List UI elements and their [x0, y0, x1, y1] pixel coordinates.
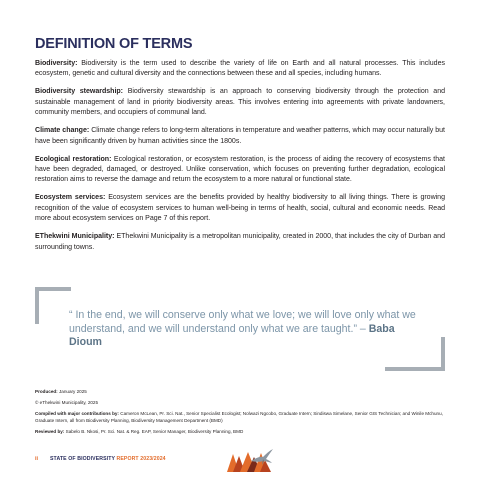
credit-value: Sabelo B. Nkosi, Pr. Sci. Nat. & Reg. EAP, Senior Manager, Biodiversity Planning, BMD — [65, 428, 244, 434]
credits — [35, 389, 455, 440]
page-number: ii — [35, 456, 39, 462]
credit-value: Cameron McLean, Pr. Sci. Nat., Senior Specialist Ecologist; Nolwazi Ngcobo, Graduate Intern; Sindiswa Simelane, Senior GIS Technician; and Winile Mchunu, Graduate Intern, all from Biodiversity Planning, Biodiversity Management Department (BMD) — [35, 411, 443, 423]
definition-term: Ecosystem services: — [35, 194, 106, 202]
quote-author: Baba Dioum — [69, 322, 395, 349]
definition-text: Biodiversity stewardship is an approach to conserving biodiversity through the protection and sustainable management of land in priority biodiversity areas. This involves entering into agreements with private landowners, community members, and occupiers of communal land. — [35, 88, 445, 117]
definition-item — [35, 87, 445, 118]
definition-item — [35, 232, 445, 253]
credit-copyright: © eThekwini Municipality, 2025 — [35, 400, 99, 406]
definition-text: Ecosystem services are the benefits provided by healthy biodiversity to all living things. There is growing recognition of the value of ecosystem services to human well-being in terms of health, social, cultural and economic needs. Read more about ecosystem services on Page 7 of this report. — [35, 194, 445, 223]
credit-reviewed — [35, 429, 455, 435]
definition-term: Biodiversity: — [35, 60, 78, 67]
definition-item — [35, 59, 445, 80]
eagle-icon — [250, 447, 274, 469]
quote-bracket-bottom-right — [385, 367, 445, 371]
credit-compiled — [35, 411, 455, 423]
footer-title-accent: REPORT 2023/2024 — [116, 456, 166, 462]
credit-produced — [35, 389, 455, 395]
quote-body: “ In the end, we will conserve only what we love; we will love only what we understand, and we will understand only what we are taught.” – — [69, 309, 416, 335]
credit-value: January 2025 — [59, 389, 87, 394]
quote-bracket-top-left — [35, 287, 71, 291]
definition-text: Climate change refers to long-term alterations in temperature and weather patterns, which may occur naturally but have been significantly driven by human activities since the 1800s. — [35, 127, 445, 145]
definition-term: Climate change: — [35, 127, 90, 135]
definition-item — [35, 155, 445, 186]
definition-text: Biodiversity is the term used to describe the variety of life on Earth and all natural processes. This includes ecosystem, genetic and cultural diversity and the connections between these and all species, including humans. — [35, 60, 445, 78]
definition-item — [35, 193, 445, 224]
page-title: DEFINITION OF TERMS — [35, 36, 193, 52]
footer-title-main: STATE OF BIODIVERSITY — [50, 456, 115, 462]
definition-term: EThekwini Municipality: — [35, 233, 115, 241]
definitions-list — [35, 59, 445, 261]
definition-term: Biodiversity stewardship: — [35, 88, 123, 96]
credit-label: Compiled with major contributions by: — [35, 411, 119, 417]
definition-term: Ecological restoration: — [35, 155, 112, 163]
quote-bracket-top-left — [35, 287, 39, 324]
footer-title — [50, 456, 166, 462]
definition-text: EThekwini Municipality is a metropolitan municipality, created in 2000, that includes the city of Durban and surrounding towns. — [35, 233, 445, 251]
credit-label: Produced: — [35, 389, 58, 394]
definition-item — [35, 126, 445, 147]
quote-text — [69, 309, 429, 350]
pull-quote — [35, 287, 445, 371]
definition-text: Ecological restoration, or ecosystem restoration, is the process of aiding the recovery of ecosystems that have been degraded, damaged, or destroyed. Unlike conservation, which focuses on preventing further degradation, ecological restoration aims to reverse the damage and return the ecosystem to a more natural or functional state. — [35, 155, 445, 184]
credit-label: Reviewed by: — [35, 428, 65, 434]
quote-bracket-bottom-right — [441, 337, 445, 371]
